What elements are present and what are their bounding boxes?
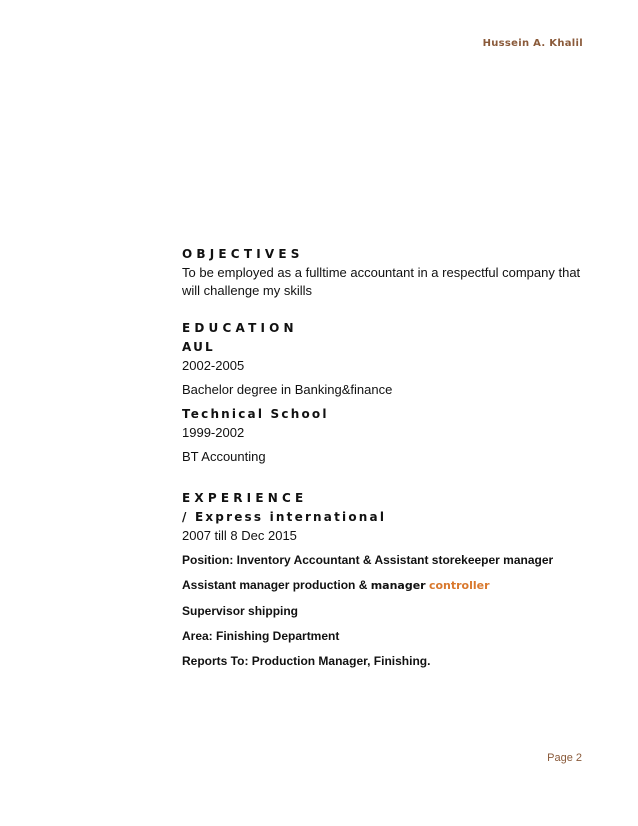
education-section (182, 320, 602, 466)
education-school-1: AUL (182, 340, 215, 354)
experience-period: 2007 till 8 Dec 2015 (182, 528, 297, 543)
header-name: Hussein A. Khalil (482, 38, 583, 49)
experience-line-5: Reports To: Production Manager, Finishing. (182, 654, 431, 668)
experience-line-4: Area: Finishing Department (182, 629, 340, 643)
experience-section (182, 490, 602, 669)
experience-company: / Express international (182, 510, 387, 524)
objectives-line-2: will challenge my skills (182, 283, 313, 298)
objectives-section (182, 246, 602, 300)
education-school-2: Technical School (182, 407, 329, 421)
experience-line-2 (182, 577, 602, 594)
education-years-1: 2002-2005 (182, 358, 245, 373)
education-degree-2: BT Accounting (182, 449, 266, 464)
objectives-heading: OBJECTIVES (182, 247, 304, 261)
experience-position: Position: Inventory Accountant & Assistant storekeeper manager (182, 553, 554, 567)
education-degree-1: Bachelor degree in Banking&finance (182, 382, 393, 397)
experience-line-2-controller: controller (428, 579, 490, 592)
experience-heading: EXPERIENCE (182, 491, 308, 505)
education-heading: EDUCATION (182, 321, 298, 335)
objectives-line-1: To be employed as a fulltime accountant in a respectful company that (182, 265, 581, 280)
experience-line-2-text: Assistant manager production & (182, 578, 371, 592)
experience-line-3: Supervisor shipping (182, 604, 299, 618)
education-years-2: 1999-2002 (182, 425, 245, 440)
experience-line-2-manager: manager (370, 579, 426, 592)
page-number: Page 2 (547, 752, 582, 764)
